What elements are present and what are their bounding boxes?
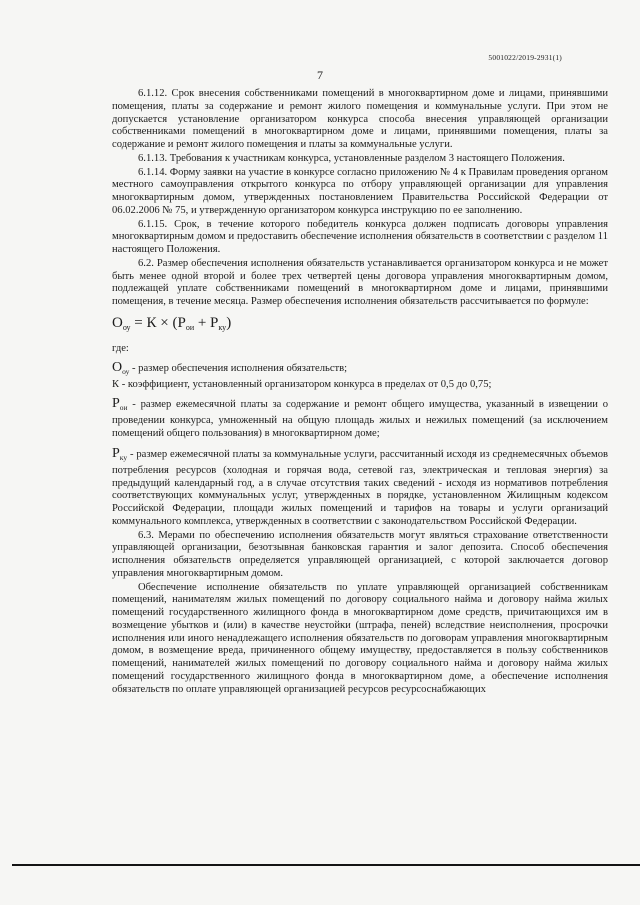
- paragraph-6-1-12: 6.1.12. Срок внесения собственниками помещений в многоквартирном доме и лицами, принявшими помещения, платы за содержание и ремонт жилого помещения и коммунальные услуги. При этом не допускается установление организатором конкурса способа внесения управляющей организации собственниками помещений в многоквартирном доме и лицами, принявшими помещения, платы за содержание и ремонт жилого помещения и платы за коммунальные услуги.: [112, 88, 608, 150]
- page-number: 7: [317, 68, 323, 82]
- formula-eq: = К × (Р: [130, 314, 186, 331]
- definition-r-ku-symbol: $Р_{ку}$: [112, 445, 128, 462]
- formula-lhs: О: [112, 314, 123, 331]
- definition-o-symbol: $О_{оу}$: [112, 359, 130, 376]
- scan-edge-line: [12, 864, 640, 866]
- paragraph-guarantee: Обеспечение исполнение обязательств по уплате управляющей организацией собственникам помещений, нанимателям жилых помещений по договору социального найма и договору найма жилых помещений государственного жилищного фонда в многоквартирном доме средств, причитающихся им в возмещение убытков и (или) в качестве неустойки (штрафа, пеней) вследствие неисполнения, просрочки исполнения или иного ненадлежащего исполнения обязательств по договорам управления многоквартирным домом, в возмещение вреда, причиненного общему имуществу, предоставляется в пользу собственников помещений, нанимателей жилых помещений по договору социального найма и договору найма жилых помещений государственного жилищного фонда в многоквартирном доме, а обеспечение исполнения обязательств по оплате управляющей организацией ресурсов ресурсоснабжающих: [112, 581, 608, 695]
- where-label: где:: [112, 342, 129, 354]
- guarantee-formula: [112, 314, 608, 337]
- document-body: [112, 88, 608, 696]
- paragraph-6-3: 6.3. Мерами по обеспечению исполнения обязательств могут являться страхование ответственности управляющей организации, безотзывная банковская гарантия и залог депозита. Способ обеспечения исполнения обязательств определяется управляющей организацией, с которой заключается договор управления многоквартирным домом.: [112, 529, 608, 579]
- paragraph-6-2: 6.2. Размер обеспечения исполнения обязательств устанавливается организатором конкурса и не может быть менее одной второй и более трех четвертей цены договора управления многоквартирным домом, подлежащей уплате собственниками помещений в многоквартирном доме и лицами, принявшими помещения, в течение месяца. Размер обеспечения исполнения обязательств рассчитывается по формуле:: [112, 257, 608, 307]
- formula-close: ): [226, 314, 232, 331]
- paragraph-6-1-13: 6.1.13. Требования к участникам конкурса, установленные разделом 3 настоящего Положения.: [138, 152, 565, 164]
- formula-r1-sub: ои: [185, 322, 195, 332]
- paragraph-6-1-14: 6.1.14. Форму заявки на участие в конкурсе согласно приложению № 4 к Правилам проведения органом местного самоуправления открытого конкурса по отбору управляющей организации для управления многоквартирным домом, утвержденных постановлением Правительства Российской Федерации от 06.02.2006 № 75, и утвержденную организатором конкурса инструкцию по ее заполнению.: [112, 166, 608, 216]
- definition-r-oi: $Р_{ои}$ - размер ежемесячной платы за содержание и ремонт общего имущества, указанный в извещении о проведении конкурса, умноженный на общую площадь жилых и нежилых помещений (за исключением помещений общего пользования) в многоквартирном доме;: [112, 396, 608, 439]
- document-id: 5001022/2019-2931(1): [488, 53, 562, 62]
- formula-plus: + Р: [194, 314, 219, 331]
- formula-r2-sub: ку: [218, 322, 227, 332]
- definition-o: $О_{оу}$ - размер обеспечения исполнения обязательств;: [112, 359, 348, 376]
- definition-r-ku: $Р_{ку}$ - размер ежемесячной платы за коммунальные услуги, рассчитанный исходя из среднемесячных объемов потребления ресурсов (холодная и горячая вода, сетевой газ, электрическая и тепловая энергия) за предыдущий календарный год, а в случае отсутствия таких сведений - исходя из нормативов потребления соответствующих коммунальных услуг, утвержденных в порядке, установленном Жилищным кодексом Российской Федерации, площади жилых помещений и тарифов на товары и услуги организаций коммунального комплекса, утвержденных в соответствии с законодательством Российской Федерации.: [112, 445, 608, 527]
- formula-lhs-sub: оу: [122, 322, 131, 332]
- definition-r-oi-symbol: $Р_{ои}$: [112, 396, 128, 413]
- definition-k: К - коэффициент, установленный организатором конкурса в пределах от 0,5 до 0,75;: [112, 378, 492, 390]
- paragraph-6-1-15: 6.1.15. Срок, в течение которого победитель конкурса должен подписать договоры управления многоквартирным домом и предоставить обеспечение исполнения обязательств в соответствии с разделом 11 настоящего Положения.: [112, 218, 608, 255]
